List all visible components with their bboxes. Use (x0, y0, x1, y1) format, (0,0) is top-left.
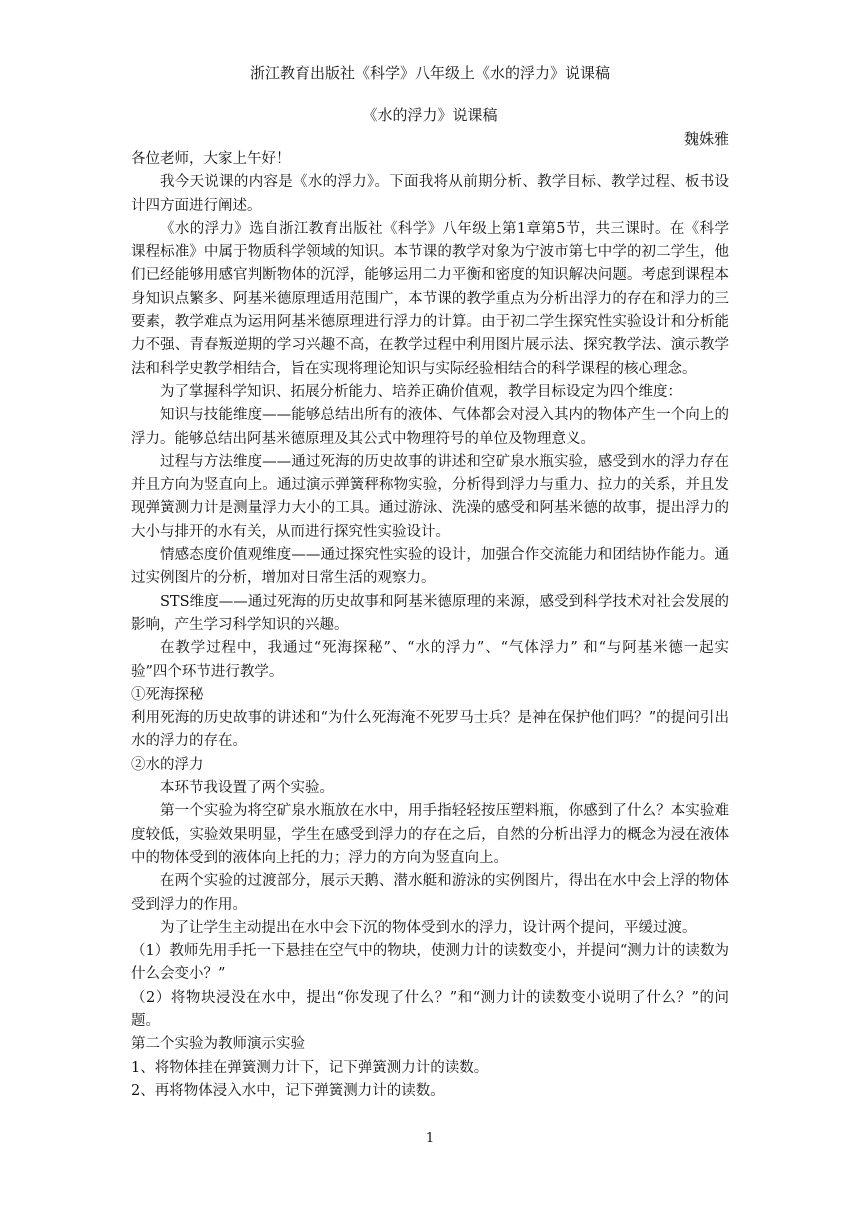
page-header: 浙江教育出版社《科学》八年级上《水的浮力》说课稿 (249, 64, 610, 82)
paragraph: 本环节我设置了两个实验。 (160, 780, 334, 797)
paragraph: 在两个实验的过渡部分，展示天鹅、潜水艇和游泳的实例图片，得出在水中会上浮的物体受到浮力的作用。 (131, 873, 729, 913)
paragraph: （1）教师先用手托一下悬挂在空气中的物块，使测力计的读数变小，并提问“测力计的读数为什么会变小？” (131, 943, 729, 983)
paragraph: 第二个实验为教师演示实验 (131, 1036, 305, 1053)
paragraph: 过程与方法维度——通过死海的历史故事的讲述和空矿泉水瓶实验，感受到水的浮力存在并且方向为竖直向上。通过演示弹簧秤称物实验，分析得到浮力与重力、拉力的关系，并且发现弹簧测力计是测量浮力大小的工具。通过游泳、洗澡的感受和阿基米德的故事，提出浮力的大小与排开的水有关，从而进行探究性实验设计。 (131, 453, 729, 540)
paragraph: 《水的浮力》选自浙江教育出版社《科学》八年级上第1章第5节，共三课时。在《科学课程标准》中属于物质科学领域的知识。本节课的教学对象为宁波市第七中学的初二学生，他们已经能够用感官判断物体的沉浮，能够运用二力平衡和密度的知识解决问题。考虑到课程本身知识点繁多、阿基米德原理适用范围广，本节课的教学重点为分析出浮力的存在和浮力的三要素，教学难点为运用阿基米德原理进行浮力的计算。由于初二学生探究性实验设计和分析能力不强、青春叛逆期的学习兴趣不高，在教学过程中利用图片展示法、探究教学法、演示教学法和科学史教学相结合，旨在实现将理论知识与实际经验相结合的科学课程的核心理念。 (131, 220, 729, 377)
paragraph: 利用死海的历史故事的讲述和“为什么死海淹不死罗马士兵？是神在保护他们吗？”的提问引出水的浮力的存在。 (131, 710, 729, 750)
paragraph: 各位老师，大家上午好！ (131, 151, 291, 167)
author-name: 魏姝雅 (683, 130, 729, 148)
document-body (131, 148, 729, 1103)
paragraph: 2、再将物体浸入水中，记下弹簧测力计的读数。 (131, 1082, 445, 1099)
paragraph: 为了让学生主动提出在水中会下沉的物体受到水的浮力，设计两个提问，平缓过渡。 (160, 919, 697, 936)
paragraph: （2）将物块浸没在水中，提出“你发现了什么？”和“测力计的读数变小说明了什么？”的问题。 (131, 989, 729, 1029)
paragraph: 1、将物体挂在弹簧测力计下，记下弹簧测力计的读数。 (131, 1059, 489, 1076)
page-number: 1 (425, 1131, 435, 1146)
paragraph: 在教学过程中，我通过“死海探秘”、“水的浮力”、“气体浮力” 和“与阿基米德一起实验”四个环节进行教学。 (131, 640, 729, 680)
paragraph: 为了掌握科学知识、拓展分析能力、培养正确价值观，教学目标设定为四个维度： (160, 383, 682, 400)
paragraph: 知识与技能维度——能够总结出所有的液体、气体都会对浸入其内的物体产生一个向上的浮力。能够总结出阿基米德原理及其公式中物理符号的单位及物理意义。 (131, 407, 729, 447)
paragraph: ②水的浮力 (131, 756, 204, 773)
paragraph: 情感态度价值观维度——通过探究性实验的设计，加强合作交流能力和团结协作能力。通过实例图片的分析，增加对日常生活的观察力。 (131, 547, 729, 587)
paragraph: ①死海探秘 (131, 686, 204, 703)
paragraph: 我今天说课的内容是《水的浮力》。下面我将从前期分析、教学目标、教学过程、板书设计四方面进行阐述。 (131, 174, 729, 214)
document-title: 《水的浮力》说课稿 (362, 106, 498, 124)
paragraph: STS维度——通过死海的历史故事和阿基米德原理的来源，感受到科学技术对社会发展的影响，产生学习科学知识的兴趣。 (131, 593, 729, 633)
paragraph: 第一个实验为将空矿泉水瓶放在水中，用手指轻轻按压塑料瓶，你感到了什么？本实验难度较低，实验效果明显，学生在感受到浮力的存在之后，自然的分析出浮力的概念为浸在液体中的物体受到的液体向上托的力；浮力的方向为竖直向上。 (131, 803, 729, 866)
